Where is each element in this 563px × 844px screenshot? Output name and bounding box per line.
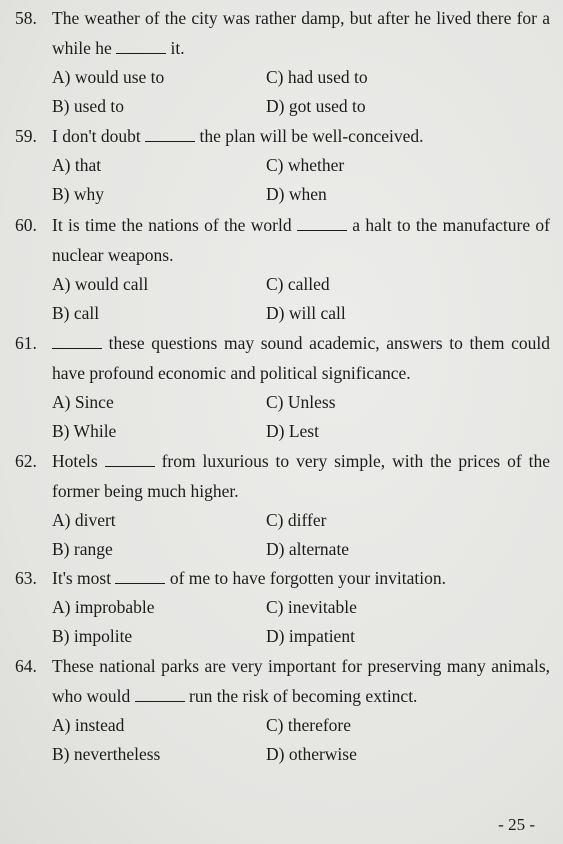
stem-text-before: Hotels [52, 451, 98, 471]
option-b: B) why [52, 184, 105, 204]
option-a: A) that [52, 155, 102, 175]
option-d: D) otherwise [266, 744, 357, 764]
option-c: C) called [266, 274, 330, 294]
option-a: A) Since [52, 392, 114, 412]
option-a: A) instead [52, 715, 125, 735]
option-a: A) would use to [52, 67, 165, 87]
stem-text-after: run the risk of becoming extinct. [189, 685, 418, 706]
answer-blank [145, 127, 195, 142]
option-d: D) impatient [266, 626, 355, 646]
stem-text-after: from luxurious to very simple, with the prices of the former being much higher. [52, 451, 551, 501]
option-a: A) would call [52, 274, 149, 294]
question-stem [52, 4, 550, 63]
question-stem [52, 211, 550, 270]
option-d: D) got used to [266, 96, 366, 116]
answer-blank [105, 452, 155, 467]
option-c: C) inevitable [266, 597, 357, 617]
option-c: C) Unless [266, 392, 336, 412]
option-d: D) when [266, 184, 327, 204]
stem-text-before: It is time the nations of the world [52, 215, 292, 235]
stem-text-after: the plan will be well-conceived. [199, 126, 424, 146]
option-b: B) range [52, 539, 113, 559]
stem-text-after: a halt to the manufacture of nuclear weapons. [52, 215, 550, 265]
option-b: B) impolite [52, 626, 133, 646]
answer-blank [115, 569, 165, 584]
option-c: C) had used to [266, 67, 368, 87]
question-number: 60. [15, 215, 37, 235]
option-b: B) used to [52, 96, 124, 116]
stem-text-before: It's most [52, 568, 112, 588]
stem-text-before: I don't doubt [52, 126, 141, 146]
option-c: C) therefore [266, 715, 352, 735]
option-a: A) divert [52, 510, 116, 530]
stem-text-before: The weather of the city was rather damp, but after he lived there for a while he [52, 8, 550, 58]
question-number: 62. [15, 451, 37, 471]
option-c: C) whether [266, 155, 345, 175]
question-stem [52, 122, 550, 152]
answer-blank [297, 216, 347, 231]
answer-blank [52, 334, 102, 349]
option-d: D) will call [266, 303, 346, 323]
question-number: 58. [15, 8, 37, 28]
stem-text-after: these questions may sound academic, answers to them could have profound economic and political significance. [52, 333, 550, 383]
question-number: 63. [15, 568, 37, 588]
stem-text-after: of me to have forgotten your invitation. [169, 568, 447, 588]
answer-blank [135, 687, 185, 702]
stem-text-before: These national parks are very important for preserving many animals, who would [52, 656, 550, 706]
question-number: 61. [15, 333, 37, 353]
option-d: D) Lest [266, 421, 319, 441]
question-stem [52, 652, 550, 711]
option-a: A) improbable [52, 597, 155, 617]
option-b: B) call [52, 303, 100, 323]
option-c: C) differ [266, 510, 327, 530]
question-stem [52, 447, 550, 506]
stem-text-after: it. [170, 37, 185, 58]
question-number: 64. [15, 656, 37, 676]
option-b: B) While [52, 421, 117, 441]
answer-blank [116, 39, 166, 54]
option-b: B) nevertheless [52, 744, 161, 764]
option-d: D) alternate [266, 539, 350, 559]
question-stem [52, 329, 550, 388]
question-stem [52, 564, 550, 594]
page-number: - 25 - [498, 815, 535, 834]
question-number: 59. [15, 126, 37, 146]
